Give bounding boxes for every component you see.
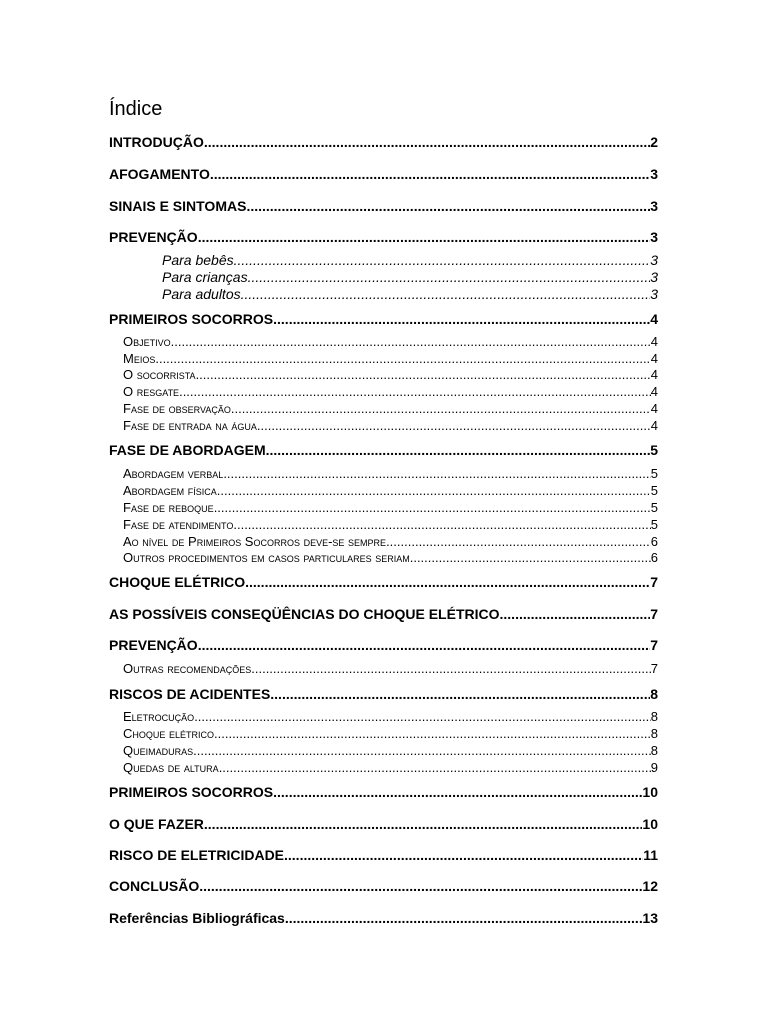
toc-entry-label: O QUE FAZER [109,816,204,832]
toc-entry-label: Fase de atendimento [123,517,234,532]
toc-entry-page-number: 9 [650,760,658,775]
toc-entry-page-number: 4 [650,384,658,399]
toc-dot-leader [217,483,651,499]
toc-dot-leader [219,760,651,776]
toc-entry-label: Fase de observação [123,401,231,416]
toc-entry-page-number: 5 [650,483,658,498]
toc-entry-label: Abordagem verbal [123,466,224,481]
toc-entry-label: Fase de reboque [123,500,214,515]
toc-dot-leader [273,784,642,800]
toc-dot-leader [214,500,651,516]
toc-entry-page-number: 10 [642,816,658,832]
toc-dot-leader [500,606,651,622]
toc-entry-page-number: 11 [643,847,658,863]
toc-entry-page-number: 8 [650,726,658,741]
toc-entry-page-number: 3 [650,198,658,214]
toc-dot-leader [196,367,651,383]
toc-entry-page-number: 6 [650,534,658,549]
toc-entry-page-number: 7 [650,606,658,622]
toc-entry-page-number: 7 [650,637,658,653]
toc-entry-label: Quedas de altura [123,760,219,775]
toc-entry-label: Para bebês [162,252,234,268]
toc-entry-label: SINAIS E SINTOMAS [109,198,247,214]
toc-entry-label: PRIMEIROS SOCORROS [109,311,274,327]
toc-entry-label: Objetivo [123,334,171,349]
page-title: Índice [109,98,163,120]
toc-entry-page-number: 4 [650,418,658,433]
toc-entry-page-number: 7 [650,661,658,676]
toc-dot-leader [223,466,650,482]
toc-dot-leader [199,878,642,894]
toc-entry-label: PREVENÇÃO [109,637,198,653]
toc-entry[interactable] [109,166,658,182]
toc-entry-label: Outras recomendações [123,661,252,676]
toc-entry-page-number: 6 [650,550,658,565]
toc-entry[interactable] [123,517,658,533]
toc-entry-label: Abordagem física [123,483,217,498]
toc-entry-page-number: 8 [650,743,658,758]
toc-entry-page-number: 4 [650,334,658,349]
toc-entry[interactable] [109,606,658,622]
toc-dot-leader [210,166,650,182]
toc-entry-label: Outros procedimentos em casos particulares seriam [123,550,410,565]
toc-entry[interactable] [162,269,658,285]
toc-dot-leader [386,534,651,550]
toc-dot-leader [410,550,651,566]
toc-entry-label: O socorrista [123,367,196,382]
toc-entry-page-number: 5 [650,500,658,515]
toc-entry-page-number: 8 [650,686,658,702]
toc-dot-leader [204,134,650,150]
toc-entry[interactable] [109,878,658,894]
toc-entry-page-number: 3 [650,269,658,285]
toc-entry-page-number: 4 [650,351,658,366]
toc-entry[interactable] [109,816,658,832]
toc-entry-page-number: 4 [650,311,658,327]
toc-entry-page-number: 8 [650,709,658,724]
toc-entry-page-number: 5 [650,466,658,481]
toc-entry[interactable] [123,483,658,499]
toc-entry[interactable] [109,198,658,214]
toc-entry-page-number: 3 [650,229,658,245]
toc-entry-label: Eletrocução [123,709,195,724]
toc-entry-label: RISCOS DE ACIDENTES [109,686,271,702]
toc-entry[interactable] [123,709,658,725]
toc-entry-page-number: 13 [642,910,658,926]
toc-dot-leader [246,198,650,214]
toc-entry-label: FASE DE ABORDAGEM [109,442,266,458]
toc-dot-leader [285,910,643,926]
toc-entry-label: CHOQUE ELÉTRICO [109,574,246,590]
toc-entry-label: AFOGAMENTO [109,166,210,182]
toc-entry[interactable] [109,442,658,458]
toc-entry[interactable] [123,384,658,400]
toc-entry-label: Para crianças [162,269,248,285]
toc-entry[interactable] [109,637,658,653]
toc-entry[interactable] [123,466,658,482]
toc-entry-label: Fase de entrada na água [123,418,257,433]
toc-entry-label: Para adultos [162,286,241,302]
toc-entry[interactable] [123,743,658,759]
toc-entry[interactable] [109,134,658,150]
toc-dot-leader [214,726,651,742]
toc-entry[interactable] [123,760,658,776]
toc-entry[interactable] [123,550,658,566]
toc-dot-leader [248,269,651,285]
toc-dot-leader [234,252,651,268]
toc-dot-leader [245,574,650,590]
toc-entry[interactable] [109,847,658,863]
toc-dot-leader [194,709,651,725]
toc-entry-page-number: 4 [650,401,658,416]
toc-dot-leader [155,351,650,367]
toc-dot-leader [193,743,651,759]
toc-dot-leader [270,686,650,702]
toc-entry[interactable] [162,286,658,302]
toc-entry-label: AS POSSÍVEIS CONSEQÜÊNCIAS DO CHOQUE ELÉTRICO [109,606,500,622]
toc-entry[interactable] [109,574,658,590]
toc-entry-label: PREVENÇÃO [109,229,198,245]
toc-entry[interactable] [123,726,658,742]
toc-dot-leader [198,229,651,245]
toc-entry-label: Referências Bibliográficas [109,910,285,926]
toc-dot-leader [231,401,651,417]
toc-entry[interactable] [123,334,658,350]
toc-entry-page-number: 3 [650,252,658,268]
toc-entry[interactable] [162,252,658,268]
toc-entry-page-number: 2 [650,134,658,150]
toc-entry[interactable] [109,229,658,245]
toc-entry-label: PRIMEIROS SOCORROS [109,784,274,800]
toc-dot-leader [171,334,651,350]
toc-entry-page-number: 12 [642,878,658,894]
toc-entry-label: Queimaduras [123,743,194,758]
toc-entry-page-number: 5 [650,517,658,532]
toc-entry[interactable] [123,367,658,383]
toc-entry-label: Ao nível de Primeiros Socorros deve-se sempre [123,534,387,549]
toc-dot-leader [198,637,651,653]
toc-entry-label: Meios [123,351,156,366]
toc-entry-page-number: 5 [650,442,658,458]
toc-entry[interactable] [109,311,658,327]
toc-entry[interactable] [123,401,658,417]
toc-dot-leader [273,311,650,327]
toc-dot-leader [179,384,651,400]
toc-entry-page-number: 4 [650,367,658,382]
toc-entry[interactable] [123,500,658,516]
toc-dot-leader [266,442,651,458]
toc-entry-label: CONCLUSÃO [109,878,200,894]
toc-entry[interactable] [123,534,658,550]
toc-entry[interactable] [123,351,658,367]
toc-dot-leader [241,286,651,302]
toc-dot-leader [284,847,643,863]
toc-dot-leader [204,816,643,832]
toc-entry[interactable] [109,686,658,702]
toc-entry-page-number: 3 [650,286,658,302]
toc-entry-label: Choque elétrico [123,726,215,741]
toc-entry-label: O resgate [123,384,180,399]
toc-dot-leader [257,418,651,434]
toc-entry-page-number: 10 [642,784,658,800]
toc-dot-leader [251,661,651,677]
toc-entry[interactable] [123,418,658,434]
toc-entry-label: RISCO DE ELETRICIDADE [109,847,285,863]
toc-dot-leader [233,517,650,533]
toc-entry-page-number: 7 [650,574,658,590]
toc-entry[interactable] [109,910,658,926]
toc-entry[interactable] [123,661,658,677]
toc-entry[interactable] [109,784,658,800]
toc-entry-page-number: 3 [650,166,658,182]
toc-entry-label: INTRODUÇÃO [109,134,204,150]
